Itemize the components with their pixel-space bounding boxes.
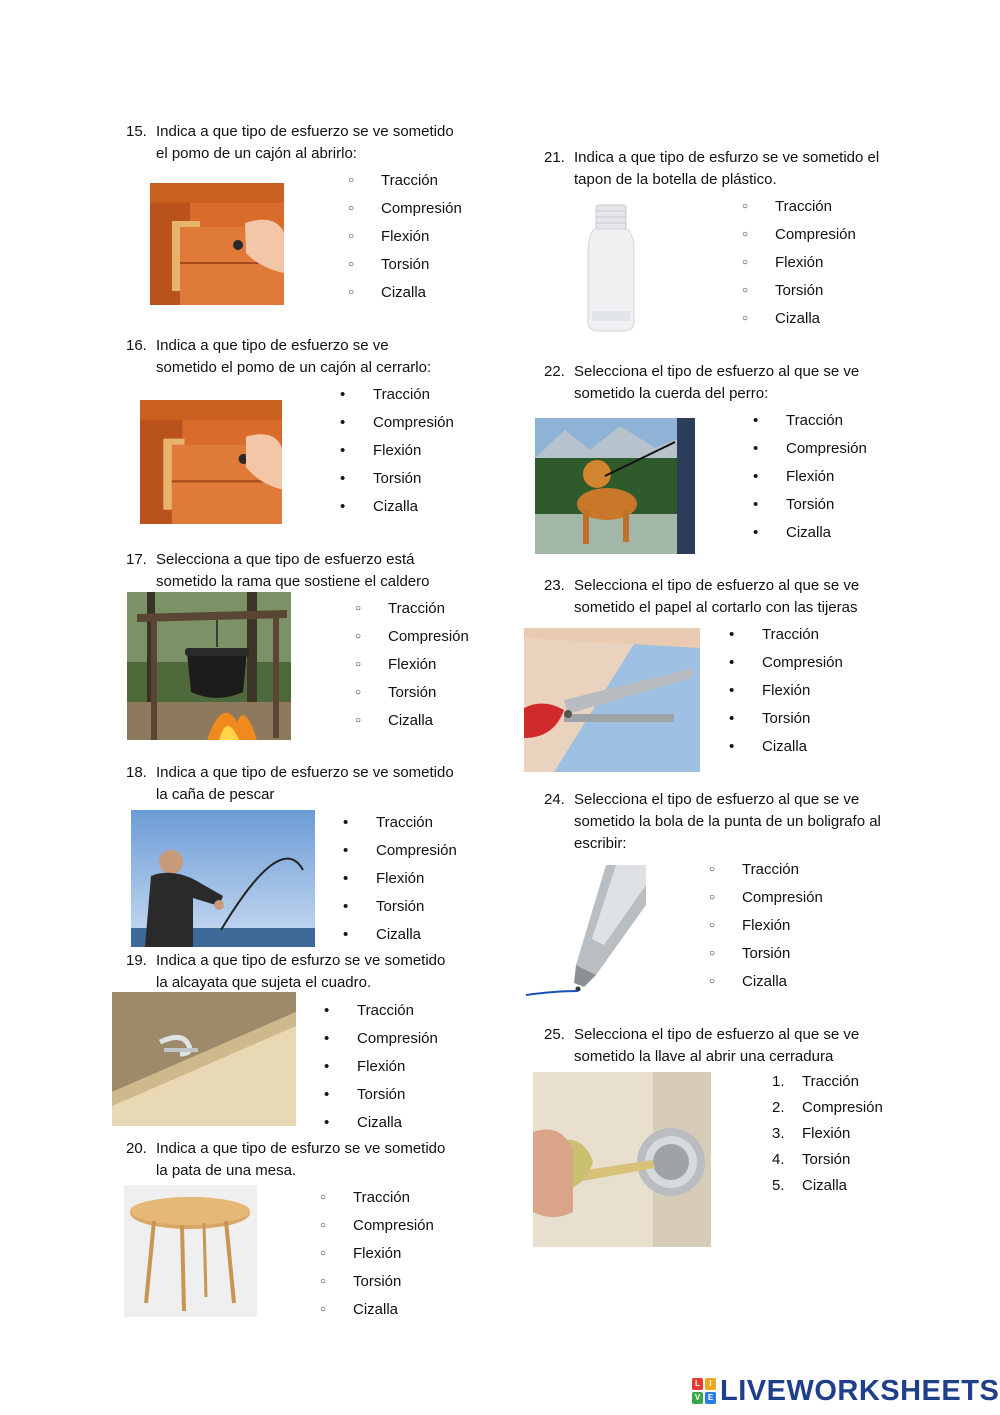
question-20 <box>126 1138 506 1184</box>
bullet-icon <box>729 652 751 674</box>
question-24 <box>544 789 924 857</box>
question-22 <box>544 361 924 407</box>
options-q16 <box>340 384 454 524</box>
option-cizalla[interactable]: ○ Cizalla <box>320 1299 434 1327</box>
option-compresion[interactable]: • Compresión <box>324 1028 438 1056</box>
circle-bullet-icon <box>742 196 764 220</box>
logo-text: LIVEWORKSHEETS <box>720 1374 1000 1407</box>
question-number: 24. <box>544 791 565 808</box>
option-compresion[interactable]: • Compresión <box>343 840 457 868</box>
option-cizalla[interactable]: • Cizalla <box>753 522 867 550</box>
bottle-image <box>586 203 636 333</box>
bullet-icon <box>753 466 775 488</box>
question-number: 22. <box>544 363 565 380</box>
option-torsion[interactable]: ○ Torsión <box>320 1271 434 1299</box>
bullet-icon <box>343 840 365 862</box>
option-traccion[interactable]: • Tracción <box>340 384 454 412</box>
options-q15 <box>348 170 462 310</box>
bullet-icon <box>324 1000 346 1022</box>
option-torsion[interactable]: • Torsión <box>753 494 867 522</box>
circle-bullet-icon <box>742 308 764 332</box>
option-cizalla[interactable]: ○ Cizalla <box>348 282 462 310</box>
option-number: 2. <box>772 1099 785 1116</box>
cauldron-image <box>127 592 291 740</box>
circle-bullet-icon <box>355 654 377 678</box>
question-16 <box>126 335 506 381</box>
option-compresion[interactable]: ○ Compresión <box>348 198 462 226</box>
question-text: Indica a que tipo de esfuerzo se ve sometido la caña de pescar <box>156 764 454 803</box>
options-q18 <box>343 812 457 952</box>
bullet-icon <box>340 384 362 406</box>
bullet-icon <box>753 522 775 544</box>
option-cizalla[interactable]: • Cizalla <box>340 496 454 524</box>
option-cizalla[interactable]: ○ Cizalla <box>709 971 823 999</box>
question-text: Indica a que tipo de esfurzo se ve sometido la alcayata que sujeta el cuadro. <box>156 952 446 991</box>
circle-bullet-icon <box>320 1215 342 1239</box>
question-21 <box>544 147 924 193</box>
bullet-icon <box>324 1084 346 1106</box>
bullet-icon <box>729 624 751 646</box>
question-text: Selecciona a que tipo de esfuerzo está sometido la rama que sostiene el caldero <box>156 551 430 590</box>
option-number: 3. <box>772 1125 785 1142</box>
option-torsion[interactable]: ○ Torsión <box>348 254 462 282</box>
option-traccion[interactable]: • Tracción <box>343 812 457 840</box>
table-image <box>124 1185 257 1317</box>
liveworksheets-logo <box>692 1376 999 1406</box>
dog-image <box>535 418 695 554</box>
option-cizalla[interactable]: ○ Cizalla <box>742 308 856 336</box>
question-number: 19. <box>126 952 147 969</box>
bullet-icon <box>324 1112 346 1134</box>
question-number: 18. <box>126 764 147 781</box>
option-torsion[interactable]: ○ Torsión <box>709 943 823 971</box>
bullet-icon <box>729 680 751 702</box>
option-flexion[interactable]: • Flexión <box>753 466 867 494</box>
question-text: Selecciona el tipo de esfuerzo al que se ve sometido la cuerda del perro: <box>574 363 860 402</box>
options-q23 <box>729 624 843 764</box>
bullet-icon <box>340 440 362 462</box>
option-cizalla[interactable]: • Cizalla <box>343 924 457 952</box>
question-number: 15. <box>126 123 147 140</box>
option-traccion[interactable]: • Tracción <box>729 624 843 652</box>
question-number: 16. <box>126 337 147 354</box>
question-17 <box>126 549 506 595</box>
question-18 <box>126 762 506 808</box>
option-flexion[interactable]: ○ Flexión <box>348 226 462 254</box>
option-flexion[interactable]: 3. Flexión <box>772 1123 883 1149</box>
question-number: 21. <box>544 149 565 166</box>
options-q24 <box>709 859 823 999</box>
drawer-image <box>150 183 284 305</box>
bullet-icon <box>324 1056 346 1078</box>
option-number: 4. <box>772 1151 785 1168</box>
options-q19 <box>324 1000 438 1140</box>
question-number: 25. <box>544 1026 565 1043</box>
bullet-icon <box>340 468 362 490</box>
question-text: Selecciona el tipo de esfuerzo al que se ve sometido el papel al cortarlo con las tijeras <box>574 577 860 616</box>
option-flexion[interactable]: • Flexión <box>343 868 457 896</box>
option-traccion[interactable]: • Tracción <box>753 410 867 438</box>
bullet-icon <box>753 438 775 460</box>
circle-bullet-icon <box>348 170 370 194</box>
option-traccion[interactable]: ○ Tracción <box>320 1187 434 1215</box>
option-torsion[interactable]: • Torsión <box>324 1084 438 1112</box>
circle-bullet-icon <box>709 915 731 939</box>
option-torsion[interactable]: ○ Torsión <box>355 682 469 710</box>
circle-bullet-icon <box>348 226 370 250</box>
option-torsion[interactable]: ○ Torsión <box>742 280 856 308</box>
option-torsion[interactable]: • Torsión <box>343 896 457 924</box>
option-traccion[interactable]: ○ Tracción <box>709 859 823 887</box>
options-q21 <box>742 196 856 336</box>
bullet-icon <box>343 924 365 946</box>
circle-bullet-icon <box>709 887 731 911</box>
circle-bullet-icon <box>348 198 370 222</box>
question-text: Indica a que tipo de esfuerzo se ve sometido el pomo de un cajón al abrirlo: <box>156 123 454 162</box>
question-text: Indica a que tipo de esfurzo se ve sometido la pata de una mesa. <box>156 1140 446 1179</box>
option-compresion[interactable]: 2. Compresión <box>772 1097 883 1123</box>
circle-bullet-icon <box>709 859 731 883</box>
circle-bullet-icon <box>709 943 731 967</box>
bullet-icon <box>340 412 362 434</box>
option-flexion[interactable]: ○ Flexión <box>355 654 469 682</box>
option-torsion[interactable]: 4. Torsión <box>772 1149 883 1175</box>
bullet-icon <box>729 736 751 758</box>
circle-bullet-icon <box>320 1271 342 1295</box>
option-number: 1. <box>772 1073 785 1090</box>
bullet-icon <box>324 1028 346 1050</box>
circle-bullet-icon <box>709 971 731 995</box>
circle-bullet-icon <box>320 1299 342 1323</box>
options-q22 <box>753 410 867 550</box>
bullet-icon <box>753 410 775 432</box>
bullet-icon <box>729 708 751 730</box>
option-cizalla[interactable]: 5. Cizalla <box>772 1175 883 1201</box>
option-flexion[interactable]: • Flexión <box>729 680 843 708</box>
option-traccion[interactable]: 1. Tracción <box>772 1071 883 1097</box>
question-text: Indica a que tipo de esfuerzo se ve sometido el pomo de un cajón al cerrarlo: <box>156 337 432 376</box>
logo-mark-icon: L I V E <box>692 1378 716 1404</box>
question-23 <box>544 575 924 621</box>
option-traccion[interactable]: ○ Tracción <box>742 196 856 224</box>
bullet-icon <box>753 494 775 516</box>
option-traccion[interactable]: ○ Tracción <box>355 598 469 626</box>
circle-bullet-icon <box>355 626 377 650</box>
option-compresion[interactable]: • Compresión <box>753 438 867 466</box>
circle-bullet-icon <box>355 710 377 734</box>
question-19 <box>126 950 506 996</box>
bullet-icon <box>340 496 362 518</box>
question-number: 23. <box>544 577 565 594</box>
option-compresion[interactable]: • Compresión <box>340 412 454 440</box>
question-number: 20. <box>126 1140 147 1157</box>
option-cizalla[interactable]: • Cizalla <box>729 736 843 764</box>
pen-image <box>526 865 646 997</box>
circle-bullet-icon <box>742 280 764 304</box>
circle-bullet-icon <box>348 254 370 278</box>
option-cizalla[interactable]: ○ Cizalla <box>355 710 469 738</box>
question-number: 17. <box>126 551 147 568</box>
circle-bullet-icon <box>355 682 377 706</box>
option-torsion[interactable]: • Torsión <box>729 708 843 736</box>
circle-bullet-icon <box>320 1187 342 1211</box>
circle-bullet-icon <box>355 598 377 622</box>
option-compresion[interactable]: ○ Compresión <box>709 887 823 915</box>
question-15 <box>126 121 506 167</box>
key-image <box>533 1072 711 1247</box>
option-compresion[interactable]: • Compresión <box>729 652 843 680</box>
drawer-image <box>140 400 282 524</box>
question-text: Selecciona el tipo de esfuerzo al que se ve sometido la llave al abrir una cerradura <box>574 1026 860 1065</box>
option-flexion[interactable]: ○ Flexión <box>709 915 823 943</box>
question-text: Indica a que tipo de esfurzo se ve sometido el tapon de la botella de plástico. <box>574 149 880 188</box>
option-flexion[interactable]: ○ Flexión <box>320 1243 434 1271</box>
bullet-icon <box>343 896 365 918</box>
option-compresion[interactable]: ○ Compresión <box>320 1215 434 1243</box>
option-flexion[interactable]: ○ Flexión <box>742 252 856 280</box>
circle-bullet-icon <box>742 252 764 276</box>
option-traccion[interactable]: • Tracción <box>324 1000 438 1028</box>
option-number: 5. <box>772 1177 785 1194</box>
options-q17 <box>355 598 469 738</box>
fishing-image <box>131 810 315 947</box>
option-flexion[interactable]: • Flexión <box>340 440 454 468</box>
option-traccion[interactable]: ○ Tracción <box>348 170 462 198</box>
bullet-icon <box>343 868 365 890</box>
option-torsion[interactable]: • Torsión <box>340 468 454 496</box>
question-25 <box>544 1024 924 1070</box>
hook-image <box>112 992 296 1126</box>
option-cizalla[interactable]: • Cizalla <box>324 1112 438 1140</box>
circle-bullet-icon <box>348 282 370 306</box>
question-text: Selecciona el tipo de esfuerzo al que se ve sometido la bola de la punta de un boligrafo al escribir: <box>574 791 881 852</box>
option-flexion[interactable]: • Flexión <box>324 1056 438 1084</box>
option-compresion[interactable]: ○ Compresión <box>355 626 469 654</box>
options-q25 <box>772 1071 883 1201</box>
circle-bullet-icon <box>742 224 764 248</box>
circle-bullet-icon <box>320 1243 342 1267</box>
option-compresion[interactable]: ○ Compresión <box>742 224 856 252</box>
bullet-icon <box>343 812 365 834</box>
options-q20 <box>320 1187 434 1327</box>
scissors-image <box>524 628 700 772</box>
